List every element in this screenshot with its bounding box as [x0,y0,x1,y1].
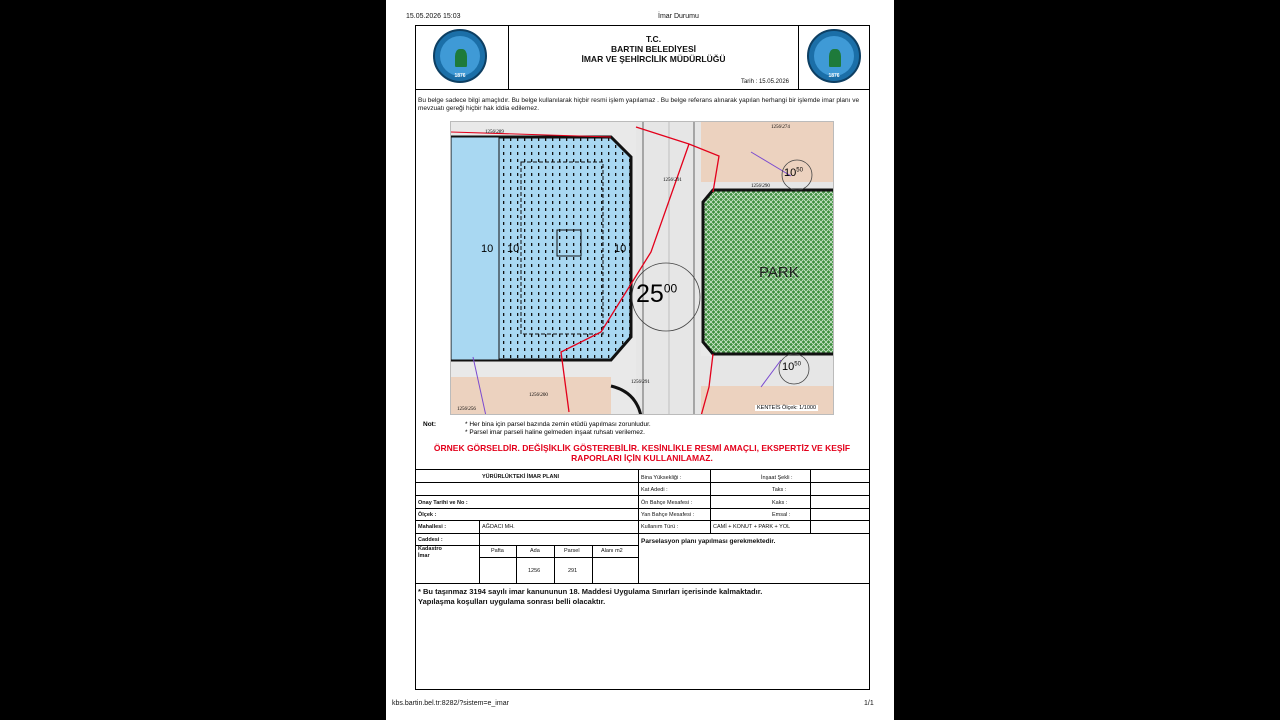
parcel-label: 1256\291 [663,178,682,183]
footer-note-line: * Bu taşınmaz 3194 sayılı imar kanununun 18. Maddesi Uygulama Sınırları içerisinde kalmaktadır. [418,587,763,596]
kullanim-label: Kullanım Türü : [641,524,679,530]
value-ada: 1256 [528,568,541,574]
footer-note-line: Yapılaşma koşulları uygulama sonrası belli olacaktır. [418,597,606,606]
insaat-sekli-label: İnşaat Şekli : [761,475,793,481]
road-width-label: $25^{00}$ [636,280,678,308]
disclaimer-text: Bu belge sadece bilgi amaçlıdır. Bu belge kullanılarak hiçbir resmi işlem yapılamaz . Bu belge referans alınarak yapılan herhangi bir işlemde imar planı ve mevzuatı gereği hiçbir hak iddia edilemez. [418,97,860,112]
mahallesi-value: AĞDACI MH. [482,524,515,530]
header-date: Tarih : 15.05.2026 [740,79,789,85]
header-line-directorate: İMAR VE ŞEHİRCİLİK MÜDÜRLÜĞÜ [581,54,726,64]
road-width-small-label: $10^{50}$ [784,167,803,179]
print-page-count: 1/1 [864,700,874,707]
emsal-label: Emsal : [772,512,791,518]
park-label: PARK [759,264,799,281]
print-page-title: İmar Durumu [658,13,699,20]
col-alan: Alanı m2 [601,548,623,554]
municipality-logo-icon: 1876 [807,29,861,83]
header-line-municipality: BARTIN BELEDİYESİ [610,44,696,54]
parcel-label: 1256\256 [457,407,476,412]
warning-text: ÖRNEK GÖRSELDİR. DEĞİŞİKLİK GÖSTEREBİLİR. KESİNLİKLE RESMİ AMAÇLI, EKSPERTİZ VE KEŞİF RAPORLARI İÇİN KULLANILAMAZ. [433,443,851,463]
parcel-label: 1256\290 [751,184,770,189]
zoning-map [450,121,834,415]
note-item: * Her bina için parsel bazında zemin etüdü yapılması zorunludur. [465,421,651,428]
map-scale: KENTEİS Ölçek: 1/1000 [757,405,816,411]
col-ada: Ada [530,548,540,554]
header-line-tc: T.C. [645,34,662,44]
parselasyon-text: Parselasyon planı yapılması gerekmektedir. [641,538,776,545]
notes-label: Not: [423,421,436,428]
parcel-label: 1256\289 [485,130,504,135]
bina-yuksekligi-label: Bina Yüksekliği : [641,475,682,481]
taks-label: Taks : [772,487,787,493]
kadastro-label: Kadastro [418,546,442,552]
kat-adedi-label: Kat Adedi : [641,487,668,493]
frame-left [415,90,416,690]
print-url: kbs.bartin.bel.tr:8282/?sistem=e_imar [392,700,509,707]
print-datetime: 15.05.2026 15:03 [406,13,461,20]
value-parsel: 291 [568,568,578,574]
parcel-label: 1256\291 [631,380,650,385]
document-page [386,0,894,720]
frame-bottom [415,689,870,690]
imar-label: İmar [418,553,430,559]
note-item: * Parsel imar parseli haline gelmeden inşaat ruhsatı verilemez. [465,429,645,436]
frame-right [869,90,870,690]
road-width-small-label: $10^{50}$ [782,361,801,373]
footer-note [418,587,762,607]
header-title [508,34,799,64]
municipality-logo-icon: 1876 [433,29,487,83]
onay-label: Onay Tarihi ve No : [418,500,468,506]
mahallesi-label: Mahallesi : [418,524,447,530]
header-logo-cell-left [416,26,509,89]
col-parsel: Parsel [564,548,580,554]
parcel-label: 1256\274 [771,125,790,130]
caddesi-label: Caddesi : [418,537,443,543]
header-logo-cell-right [798,26,869,89]
col-pafta: Pafta [491,548,504,554]
parcel-label: 1256\200 [529,393,548,398]
setback-label: 10 [507,243,520,255]
document-header [415,25,870,90]
kaks-label: Kaks : [772,500,788,506]
setback-label: 10 [614,243,627,255]
olcek-label: Ölçek : [418,512,437,518]
kullanim-value: CAMİ + KONUT + PARK + YOL [713,524,791,530]
plan-title: YÜRÜRLÜKTEKİ İMAR PLANI [482,474,559,480]
notes-list [465,421,651,437]
on-bahce-label: Ön Bahçe Mesafesi : [641,500,693,506]
setback-label: 10 [481,243,494,255]
yan-bahce-label: Yan Bahçe Mesafesi : [641,512,695,518]
